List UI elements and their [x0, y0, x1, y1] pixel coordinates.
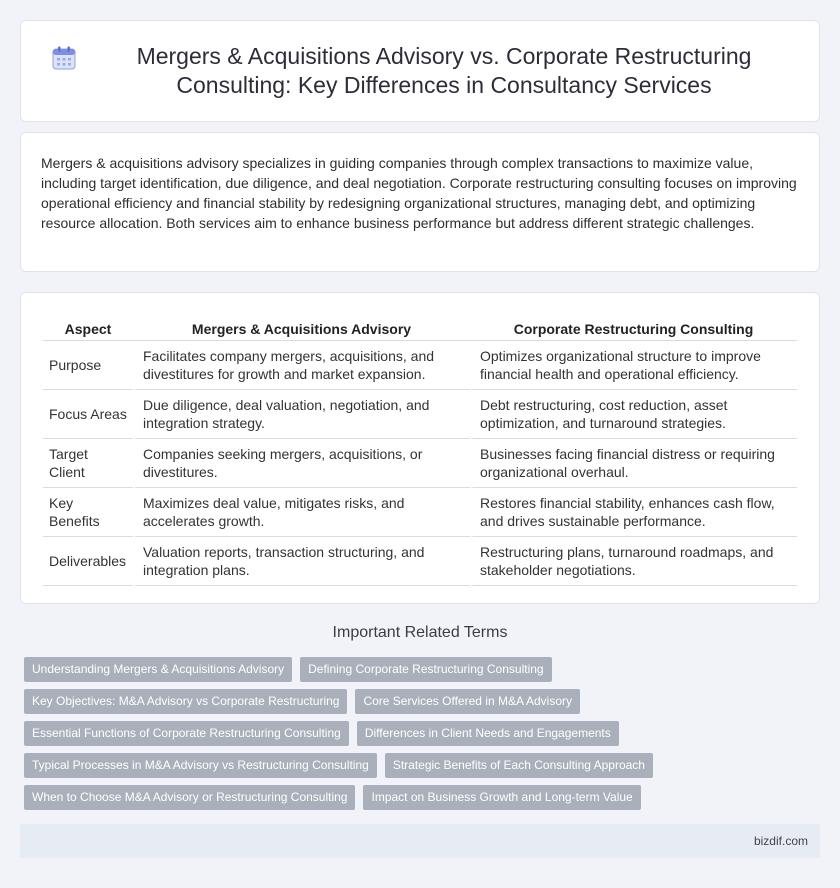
- related-terms-title: Important Related Terms: [332, 624, 508, 641]
- intro-text: Mergers & acquisitions advisory specializes in guiding companies through complex transactions to maximize value, including target identification, due diligence, and deal negotiation. Corporate restructuring consulting focuses on improving operational efficiency and financial stability by redesigning organizational structures, managing debt, and optimizing resource allocation. Both services aim to enhance business performance but address different strategic challenges.: [41, 155, 797, 231]
- table-row: [43, 537, 797, 586]
- comparison-table-card: [20, 292, 820, 604]
- related-term-tag[interactable]: Key Objectives: M&A Advisory vs Corporate Restructuring: [24, 689, 347, 714]
- row-ma-value: Facilitates company mergers, acquisitions, and divestitures for growth and market expansion.: [133, 341, 470, 390]
- row-aspect: Focus Areas: [43, 390, 133, 439]
- row-ma-value: Maximizes deal value, mitigates risks, and accelerates growth.: [133, 488, 470, 537]
- table-row: [43, 439, 797, 488]
- calendar-icon: [51, 45, 77, 71]
- intro-card: [20, 132, 820, 272]
- row-aspect: Target Client: [43, 439, 133, 488]
- title-card: [20, 20, 820, 122]
- page-title: Mergers & Acquisitions Advisory vs. Corporate Restructuring Consulting: Key Differences in Consultancy Services: [136, 43, 752, 98]
- row-restructuring-value: Businesses facing financial distress or requiring organizational overhaul.: [470, 439, 797, 488]
- row-aspect: Deliverables: [43, 537, 133, 586]
- table-row: [43, 488, 797, 537]
- related-terms-row: [24, 753, 653, 778]
- row-ma-value: Companies seeking mergers, acquisitions, or divestitures.: [133, 439, 470, 488]
- related-terms-row: [24, 721, 619, 746]
- column-header-ma: Mergers & Acquisitions Advisory: [133, 313, 470, 341]
- comparison-table: [43, 313, 797, 586]
- related-term-tag[interactable]: Understanding Mergers & Acquisitions Advisory: [24, 657, 292, 682]
- related-term-tag[interactable]: Typical Processes in M&A Advisory vs Restructuring Consulting: [24, 753, 377, 778]
- row-restructuring-value: Debt restructuring, cost reduction, asset optimization, and turnaround strategies.: [470, 390, 797, 439]
- related-terms-row: [24, 785, 641, 810]
- related-terms-row: [24, 657, 552, 682]
- row-aspect: Purpose: [43, 341, 133, 390]
- related-term-tag[interactable]: Differences in Client Needs and Engagements: [357, 721, 619, 746]
- site-name[interactable]: bizdif.com: [753, 834, 808, 848]
- row-restructuring-value: Restores financial stability, enhances cash flow, and drives sustainable performance.: [470, 488, 797, 537]
- row-ma-value: Valuation reports, transaction structuring, and integration plans.: [133, 537, 470, 586]
- column-header-aspect: Aspect: [43, 313, 133, 341]
- related-term-tag[interactable]: Strategic Benefits of Each Consulting Approach: [385, 753, 653, 778]
- related-term-tag[interactable]: Defining Corporate Restructuring Consulting: [300, 657, 551, 682]
- table-row: [43, 341, 797, 390]
- related-term-tag[interactable]: When to Choose M&A Advisory or Restructuring Consulting: [24, 785, 355, 810]
- table-row: [43, 390, 797, 439]
- row-aspect: Key Benefits: [43, 488, 133, 537]
- related-term-tag[interactable]: Essential Functions of Corporate Restructuring Consulting: [24, 721, 349, 746]
- related-term-tag[interactable]: Core Services Offered in M&A Advisory: [355, 689, 580, 714]
- related-terms-row: [24, 689, 580, 714]
- column-header-restructuring: Corporate Restructuring Consulting: [470, 313, 797, 341]
- row-restructuring-value: Restructuring plans, turnaround roadmaps, and stakeholder negotiations.: [470, 537, 797, 586]
- related-term-tag[interactable]: Impact on Business Growth and Long-term Value: [363, 785, 640, 810]
- footer: [20, 824, 820, 858]
- row-ma-value: Due diligence, deal valuation, negotiation, and integration strategy.: [133, 390, 470, 439]
- row-restructuring-value: Optimizes organizational structure to improve financial health and operational efficiency.: [470, 341, 797, 390]
